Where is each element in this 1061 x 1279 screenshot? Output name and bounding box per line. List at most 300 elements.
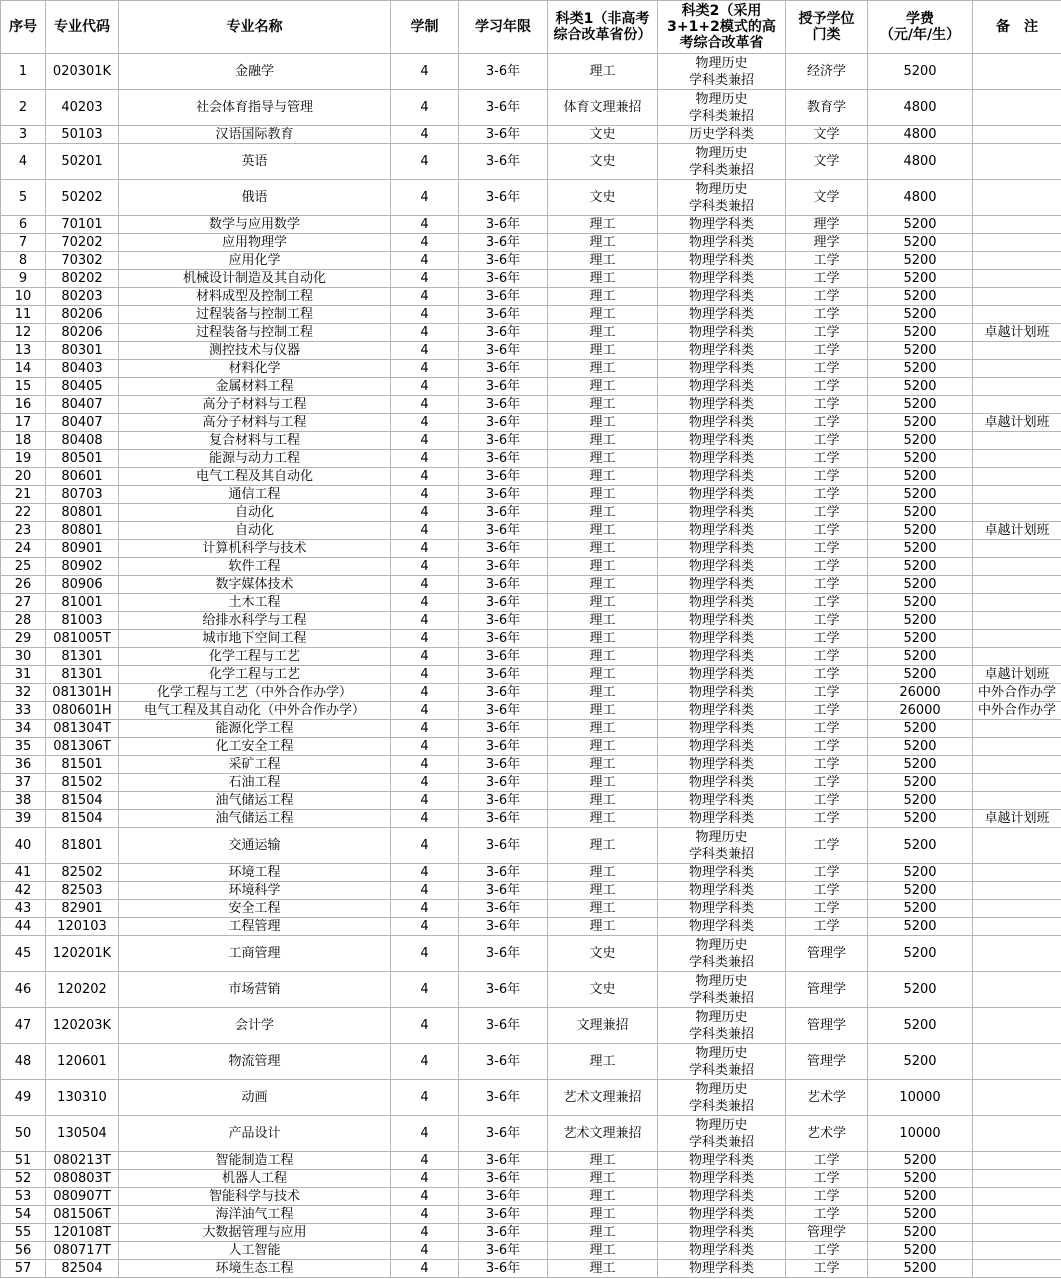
cell-name: 交通运输 — [119, 828, 391, 864]
cell-no: 56 — [1, 1242, 46, 1260]
cell-k2 — [658, 684, 786, 702]
cell-no: 45 — [1, 936, 46, 972]
cell-no: 26 — [1, 576, 46, 594]
cell-name: 测控技术与仪器 — [119, 342, 391, 360]
cell-code: 80801 — [46, 522, 119, 540]
cell-degree: 工学 — [786, 432, 868, 450]
cell-no: 33 — [1, 702, 46, 720]
cell-code: 120103 — [46, 918, 119, 936]
cell-degree: 工学 — [786, 414, 868, 432]
cell-fee: 5200 — [868, 234, 973, 252]
cell-k1: 理工 — [548, 648, 658, 666]
cell-years: 4 — [391, 1044, 459, 1080]
cell-note — [973, 756, 1061, 774]
cell-no: 29 — [1, 630, 46, 648]
cell-code: 81501 — [46, 756, 119, 774]
cell-years: 4 — [391, 720, 459, 738]
cell-note — [973, 1080, 1061, 1116]
cell-code: 40203 — [46, 90, 119, 126]
cell-note — [973, 432, 1061, 450]
cell-k2-line: 物理学科类 — [688, 1261, 754, 1276]
cell-name: 机器人工程 — [119, 1170, 391, 1188]
cell-years: 4 — [391, 1170, 459, 1188]
cell-note — [973, 828, 1061, 864]
cell-k2 — [658, 1206, 786, 1224]
cell-span: 3-6年 — [459, 1242, 548, 1260]
cell-fee: 4800 — [868, 144, 973, 180]
cell-k2-line: 物理学科类 — [688, 649, 754, 664]
cell-fee: 5200 — [868, 396, 973, 414]
cell-note — [973, 216, 1061, 234]
cell-no: 11 — [1, 306, 46, 324]
cell-years: 4 — [391, 486, 459, 504]
cell-k2 — [658, 774, 786, 792]
cell-years: 4 — [391, 1224, 459, 1242]
cell-no: 1 — [1, 54, 46, 90]
cell-k2-line: 物理学科类 — [688, 1153, 754, 1168]
cell-name: 计算机科学与技术 — [119, 540, 391, 558]
cell-code: 80408 — [46, 432, 119, 450]
cell-k1: 理工 — [548, 396, 658, 414]
cell-degree: 工学 — [786, 612, 868, 630]
cell-span: 3-6年 — [459, 648, 548, 666]
table-row — [1, 576, 1061, 594]
cell-degree: 工学 — [786, 252, 868, 270]
cell-k2 — [658, 288, 786, 306]
cell-k2-line: 物理学科类 — [688, 253, 754, 268]
cell-span: 3-6年 — [459, 468, 548, 486]
cell-no: 41 — [1, 864, 46, 882]
cell-code: 081506T — [46, 1206, 119, 1224]
cell-span: 3-6年 — [459, 1224, 548, 1242]
table-row — [1, 54, 1061, 90]
cell-k2-line: 物理学科类 — [688, 325, 754, 340]
cell-years: 4 — [391, 1116, 459, 1152]
cell-code: 80407 — [46, 396, 119, 414]
cell-degree: 管理学 — [786, 1224, 868, 1242]
cell-code: 130504 — [46, 1116, 119, 1152]
cell-no: 2 — [1, 90, 46, 126]
cell-years: 4 — [391, 900, 459, 918]
cell-degree: 工学 — [786, 666, 868, 684]
cell-k2 — [658, 306, 786, 324]
cell-span: 3-6年 — [459, 1152, 548, 1170]
cell-years: 4 — [391, 738, 459, 756]
cell-k1: 理工 — [548, 630, 658, 648]
cell-span: 3-6年 — [459, 1008, 548, 1044]
cell-fee: 5200 — [868, 864, 973, 882]
cell-span: 3-6年 — [459, 252, 548, 270]
cell-k1: 理工 — [548, 216, 658, 234]
cell-name: 数字媒体技术 — [119, 576, 391, 594]
cell-degree: 工学 — [786, 900, 868, 918]
cell-k1: 理工 — [548, 54, 658, 90]
cell-name: 环境生态工程 — [119, 1260, 391, 1278]
cell-span: 3-6年 — [459, 810, 548, 828]
cell-k2 — [658, 414, 786, 432]
cell-code: 120601 — [46, 1044, 119, 1080]
cell-degree: 工学 — [786, 684, 868, 702]
cell-years: 4 — [391, 288, 459, 306]
cell-degree: 工学 — [786, 702, 868, 720]
cell-k1: 理工 — [548, 594, 658, 612]
cell-k2 — [658, 1152, 786, 1170]
cell-k2-line: 物理学科类 — [688, 901, 754, 916]
cell-k2-line: 物理历史 — [695, 91, 748, 107]
table-row — [1, 900, 1061, 918]
cell-k2-line: 学科类兼招 — [688, 162, 754, 178]
cell-no: 37 — [1, 774, 46, 792]
cell-code: 81504 — [46, 810, 119, 828]
cell-note — [973, 720, 1061, 738]
table-row — [1, 540, 1061, 558]
cell-no: 48 — [1, 1044, 46, 1080]
cell-fee: 5200 — [868, 1170, 973, 1188]
cell-span: 3-6年 — [459, 90, 548, 126]
cell-name: 金属材料工程 — [119, 378, 391, 396]
cell-degree: 工学 — [786, 1152, 868, 1170]
cell-degree: 工学 — [786, 720, 868, 738]
cell-degree: 工学 — [786, 630, 868, 648]
cell-fee: 26000 — [868, 702, 973, 720]
cell-k2-line: 学科类兼招 — [688, 846, 754, 862]
table-row — [1, 1224, 1061, 1242]
cell-fee: 5200 — [868, 1188, 973, 1206]
cell-k1: 理工 — [548, 522, 658, 540]
cell-k1: 理工 — [548, 486, 658, 504]
cell-k2 — [658, 126, 786, 144]
cell-code: 80703 — [46, 486, 119, 504]
header-k2-line: 3+1+2模式的高 — [667, 19, 776, 35]
table-row — [1, 1242, 1061, 1260]
cell-degree: 管理学 — [786, 972, 868, 1008]
cell-name: 应用物理学 — [119, 234, 391, 252]
cell-note — [973, 396, 1061, 414]
cell-degree: 工学 — [786, 558, 868, 576]
cell-k2-line: 学科类兼招 — [688, 72, 754, 88]
cell-degree: 工学 — [786, 828, 868, 864]
cell-k2-line: 物理学科类 — [688, 397, 754, 412]
cell-fee: 5200 — [868, 648, 973, 666]
cell-note — [973, 1116, 1061, 1152]
cell-years: 4 — [391, 378, 459, 396]
cell-years: 4 — [391, 450, 459, 468]
cell-k2 — [658, 540, 786, 558]
cell-no: 14 — [1, 360, 46, 378]
cell-years: 4 — [391, 864, 459, 882]
cell-name: 金融学 — [119, 54, 391, 90]
cell-no: 17 — [1, 414, 46, 432]
cell-span: 3-6年 — [459, 234, 548, 252]
table-row — [1, 1008, 1061, 1044]
cell-k2 — [658, 810, 786, 828]
cell-name: 材料成型及控制工程 — [119, 288, 391, 306]
cell-note — [973, 594, 1061, 612]
table-row — [1, 252, 1061, 270]
cell-k2-line: 物理学科类 — [688, 595, 754, 610]
cell-no: 30 — [1, 648, 46, 666]
table-row — [1, 306, 1061, 324]
table-row — [1, 414, 1061, 432]
cell-years: 4 — [391, 918, 459, 936]
cell-no: 12 — [1, 324, 46, 342]
cell-fee: 5200 — [868, 288, 973, 306]
cell-code: 081306T — [46, 738, 119, 756]
cell-years: 4 — [391, 756, 459, 774]
cell-years: 4 — [391, 684, 459, 702]
cell-k2 — [658, 90, 786, 126]
cell-name: 化学工程与工艺（中外合作办学） — [119, 684, 391, 702]
cell-k2 — [658, 396, 786, 414]
cell-fee: 5200 — [868, 486, 973, 504]
cell-fee: 5200 — [868, 504, 973, 522]
cell-fee: 10000 — [868, 1080, 973, 1116]
table-row — [1, 594, 1061, 612]
cell-span: 3-6年 — [459, 486, 548, 504]
cell-fee: 5200 — [868, 720, 973, 738]
cell-k2 — [658, 270, 786, 288]
table-row — [1, 1080, 1061, 1116]
cell-degree: 工学 — [786, 324, 868, 342]
cell-years: 4 — [391, 792, 459, 810]
header-k2-line: 科类2（采用 — [681, 3, 762, 19]
cell-k1: 理工 — [548, 666, 658, 684]
cell-years: 4 — [391, 432, 459, 450]
cell-no: 57 — [1, 1260, 46, 1278]
header-years: 学制 — [391, 1, 459, 54]
cell-degree: 工学 — [786, 1170, 868, 1188]
cell-note — [973, 144, 1061, 180]
cell-years: 4 — [391, 90, 459, 126]
cell-k1: 理工 — [548, 1044, 658, 1080]
table-row — [1, 522, 1061, 540]
cell-years: 4 — [391, 1080, 459, 1116]
cell-years: 4 — [391, 144, 459, 180]
cell-name: 海洋油气工程 — [119, 1206, 391, 1224]
cell-code: 82504 — [46, 1260, 119, 1278]
cell-note — [973, 450, 1061, 468]
cell-fee: 5200 — [868, 1044, 973, 1080]
table-row — [1, 324, 1061, 342]
cell-name: 俄语 — [119, 180, 391, 216]
cell-note — [973, 504, 1061, 522]
cell-k2-line: 物理学科类 — [688, 721, 754, 736]
table-row — [1, 558, 1061, 576]
cell-k2 — [658, 648, 786, 666]
cell-degree: 理学 — [786, 216, 868, 234]
table-body — [1, 54, 1061, 1278]
cell-k2-line: 物理学科类 — [688, 361, 754, 376]
cell-note — [973, 360, 1061, 378]
cell-k2-line: 物理学科类 — [688, 415, 754, 430]
cell-fee: 5200 — [868, 630, 973, 648]
cell-no: 35 — [1, 738, 46, 756]
cell-note — [973, 648, 1061, 666]
cell-span: 3-6年 — [459, 702, 548, 720]
table-row — [1, 450, 1061, 468]
cell-k2 — [658, 252, 786, 270]
table-row — [1, 774, 1061, 792]
table-row — [1, 396, 1061, 414]
cell-fee: 5200 — [868, 324, 973, 342]
cell-k2 — [658, 558, 786, 576]
cell-k2 — [658, 918, 786, 936]
header-degree-line: 门类 — [812, 27, 841, 43]
cell-k2-line: 物理历史 — [695, 1081, 748, 1097]
cell-code: 081304T — [46, 720, 119, 738]
cell-k1: 理工 — [548, 1224, 658, 1242]
cell-name: 自动化 — [119, 522, 391, 540]
cell-no: 16 — [1, 396, 46, 414]
cell-k2-line: 物理历史 — [695, 55, 748, 71]
cell-name: 给排水科学与工程 — [119, 612, 391, 630]
cell-no: 25 — [1, 558, 46, 576]
cell-fee: 5200 — [868, 1260, 973, 1278]
cell-name: 通信工程 — [119, 486, 391, 504]
cell-degree: 工学 — [786, 504, 868, 522]
table-row — [1, 918, 1061, 936]
table-row — [1, 648, 1061, 666]
cell-note — [973, 1044, 1061, 1080]
cell-note — [973, 180, 1061, 216]
cell-degree: 工学 — [786, 288, 868, 306]
cell-span: 3-6年 — [459, 414, 548, 432]
cell-no: 44 — [1, 918, 46, 936]
cell-k2-line: 物理学科类 — [688, 631, 754, 646]
cell-span: 3-6年 — [459, 180, 548, 216]
cell-years: 4 — [391, 306, 459, 324]
cell-k1: 理工 — [548, 720, 658, 738]
cell-k1: 文史 — [548, 936, 658, 972]
cell-name: 产品设计 — [119, 1116, 391, 1152]
cell-k2 — [658, 738, 786, 756]
cell-span: 3-6年 — [459, 1080, 548, 1116]
table-row — [1, 1044, 1061, 1080]
cell-span: 3-6年 — [459, 594, 548, 612]
cell-fee: 5200 — [868, 306, 973, 324]
cell-code: 70302 — [46, 252, 119, 270]
cell-k2-line: 学科类兼招 — [688, 1098, 754, 1114]
cell-k1: 理工 — [548, 1152, 658, 1170]
cell-name: 电气工程及其自动化 — [119, 468, 391, 486]
cell-degree: 工学 — [786, 774, 868, 792]
header-note: 备 注 — [973, 1, 1061, 54]
cell-k2-line: 学科类兼招 — [688, 108, 754, 124]
cell-no: 34 — [1, 720, 46, 738]
cell-code: 80203 — [46, 288, 119, 306]
cell-degree: 工学 — [786, 342, 868, 360]
cell-k2-line: 物理学科类 — [688, 433, 754, 448]
cell-k2-line: 物理学科类 — [688, 1207, 754, 1222]
cell-k1: 理工 — [548, 738, 658, 756]
cell-k1: 艺术文理兼招 — [548, 1116, 658, 1152]
cell-code: 70101 — [46, 216, 119, 234]
cell-note — [973, 774, 1061, 792]
cell-k2-line: 物理学科类 — [688, 1243, 754, 1258]
cell-k1: 理工 — [548, 774, 658, 792]
cell-k2 — [658, 612, 786, 630]
cell-k2-line: 物理学科类 — [688, 577, 754, 592]
cell-code: 80902 — [46, 558, 119, 576]
cell-k1: 理工 — [548, 432, 658, 450]
cell-k2-line: 物理学科类 — [688, 523, 754, 538]
cell-k2-line: 学科类兼招 — [688, 954, 754, 970]
cell-fee: 5200 — [868, 540, 973, 558]
header-k1 — [548, 1, 658, 54]
table-row — [1, 936, 1061, 972]
cell-fee: 5200 — [868, 792, 973, 810]
table-row — [1, 270, 1061, 288]
cell-note — [973, 576, 1061, 594]
table-row — [1, 468, 1061, 486]
cell-note — [973, 234, 1061, 252]
cell-fee: 10000 — [868, 1116, 973, 1152]
cell-k2 — [658, 828, 786, 864]
cell-k2-line: 物理学科类 — [688, 757, 754, 772]
cell-k1: 理工 — [548, 1260, 658, 1278]
cell-k2 — [658, 900, 786, 918]
cell-span: 3-6年 — [459, 360, 548, 378]
cell-years: 4 — [391, 1206, 459, 1224]
cell-span: 3-6年 — [459, 936, 548, 972]
header-degree-line: 授予学位 — [798, 11, 855, 27]
cell-name: 市场营销 — [119, 972, 391, 1008]
cell-k2-line: 物理学科类 — [688, 505, 754, 520]
cell-name: 软件工程 — [119, 558, 391, 576]
table-row — [1, 342, 1061, 360]
cell-k2-line: 物理历史 — [695, 829, 748, 845]
cell-no: 36 — [1, 756, 46, 774]
cell-k1: 理工 — [548, 702, 658, 720]
cell-fee: 5200 — [868, 612, 973, 630]
table-row — [1, 864, 1061, 882]
cell-span: 3-6年 — [459, 1044, 548, 1080]
cell-code: 080907T — [46, 1188, 119, 1206]
cell-code: 81003 — [46, 612, 119, 630]
cell-k1: 理工 — [548, 468, 658, 486]
cell-k1: 理工 — [548, 756, 658, 774]
cell-fee: 5200 — [868, 468, 973, 486]
cell-name: 智能科学与技术 — [119, 1188, 391, 1206]
table-row — [1, 1260, 1061, 1278]
cell-k1: 理工 — [548, 684, 658, 702]
table-row — [1, 684, 1061, 702]
cell-k1: 理工 — [548, 252, 658, 270]
cell-k1: 理工 — [548, 1170, 658, 1188]
header-k1-line: 综合改革省份） — [553, 27, 652, 43]
cell-k2 — [658, 936, 786, 972]
cell-name: 环境工程 — [119, 864, 391, 882]
cell-name: 高分子材料与工程 — [119, 414, 391, 432]
cell-name: 电气工程及其自动化（中外合作办学） — [119, 702, 391, 720]
cell-note — [973, 126, 1061, 144]
cell-k2-line: 物理学科类 — [688, 1225, 754, 1240]
cell-code: 80801 — [46, 504, 119, 522]
cell-years: 4 — [391, 1008, 459, 1044]
cell-k1: 理工 — [548, 378, 658, 396]
table-row — [1, 1152, 1061, 1170]
cell-k1: 理工 — [548, 504, 658, 522]
cell-span: 3-6年 — [459, 684, 548, 702]
cell-note: 中外合作办学 — [973, 684, 1061, 702]
cell-degree: 工学 — [786, 540, 868, 558]
cell-fee: 5200 — [868, 576, 973, 594]
cell-k2-line: 物理学科类 — [688, 793, 754, 808]
cell-code: 80301 — [46, 342, 119, 360]
cell-k2 — [658, 1008, 786, 1044]
cell-degree: 工学 — [786, 450, 868, 468]
cell-fee: 5200 — [868, 1152, 973, 1170]
